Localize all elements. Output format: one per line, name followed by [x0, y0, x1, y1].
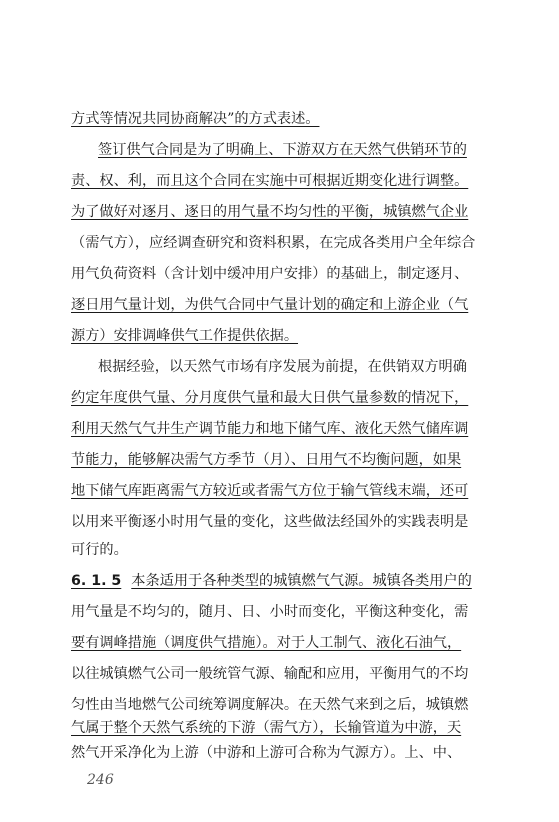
text-line: 气属于整个天然气系统的下游（需气方），长输管道为中游，天: [71, 720, 462, 736]
text-line: 源方）安排调峰供气工作提供依据。: [71, 328, 299, 344]
text-line: 要有调峰措施（调度供气措施）。对于人工制气、液化石油气，: [71, 635, 462, 651]
text-line: 用气负荷资料（含计划中缓冲用户安排）的基础上，制定逐月、: [71, 266, 469, 282]
section-number: 6. 1. 5: [71, 573, 122, 589]
page-number: 246: [87, 772, 114, 788]
text-line: 利用天然气气井生产调节能力和地下储气库、液化天然气储库调: [71, 421, 469, 437]
text-line: 可行的。: [71, 542, 128, 558]
text-line: 节能力，能够解决需气方季节（月）、日用气不均衡问题，如果: [71, 452, 462, 468]
text-line: 责、权、利，而且这个合同在实施中可根据近期变化进行调整。: [71, 173, 469, 189]
text-line: 以用来平衡逐小时用气量的变化，这些做法经国外的实践表明是: [71, 514, 469, 530]
text-line: 签订供气合同是为了明确上、下游双方在天然气供销环节的: [98, 142, 467, 158]
text-line: 地下储气库距离需气方较近或者需气方位于输气管线末端，还可: [71, 483, 469, 499]
text-line: 根据经验，以天然气市场有序发展为前提，在供销双方明确: [98, 359, 467, 375]
text-line: 约定年度供气量、分月度供气量和最大日供气量参数的情况下，: [71, 390, 469, 406]
text-line: 逐日用气量计划，为供气合同中气量计划的确定和上游企业（气: [71, 297, 469, 313]
text-line: 用气量是不均匀的，随月、日、小时而变化，平衡这种变化，需: [71, 604, 469, 620]
text-line: 匀性由当地燃气公司统筹调度解决。在天然气来到之后，城镇燃: [71, 697, 469, 713]
text-line: （需气方），应经调查研究和资料积累，在完成各类用户全年综合: [71, 235, 476, 251]
text-line: 方式等情况共同协商解决”的方式表述。: [71, 111, 320, 127]
text-line: 然气开采净化为上游（中游和上游可合称为气源方）。上、中、: [71, 745, 462, 761]
text-line: 以往城镇燃气公司一般统管气源、输配和应用，平衡用气的不均: [71, 666, 469, 682]
text-line: 为了做好对逐月、逐日的用气量不均匀性的平衡，城镇燃气企业: [71, 204, 469, 220]
section-text: 本条适用于各种类型的城镇燃气气源。城镇各类用户的: [131, 573, 472, 589]
section-line: [71, 566, 479, 597]
